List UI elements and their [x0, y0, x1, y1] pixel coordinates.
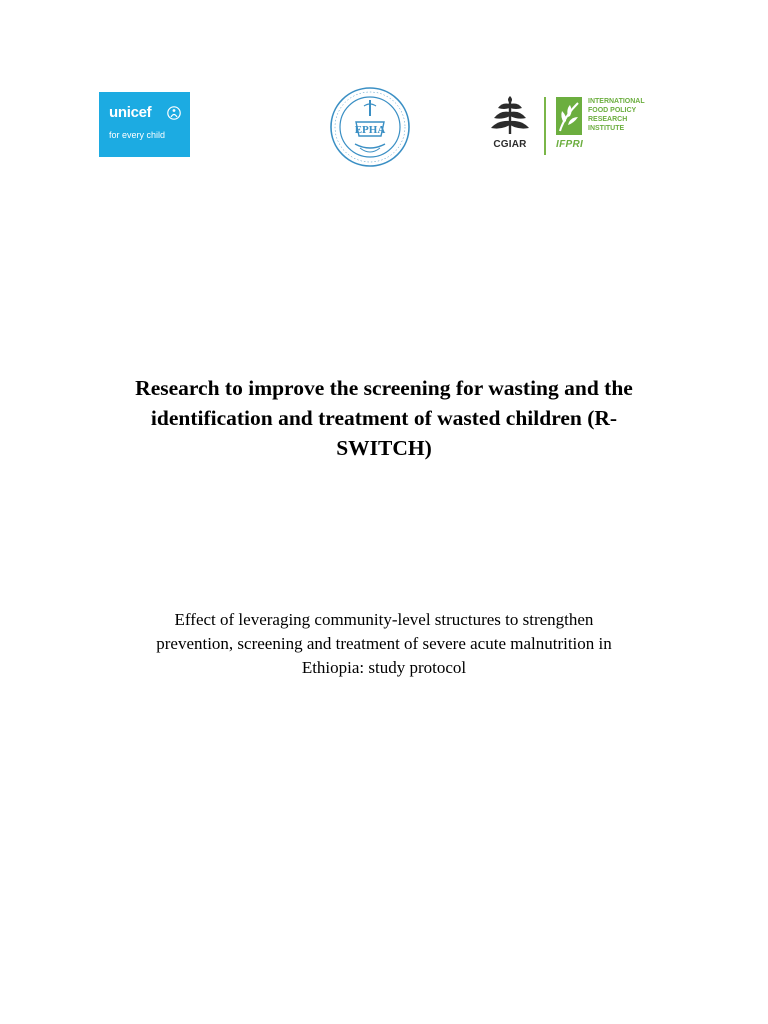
document-subtitle-line: Effect of leveraging community-level structures to strengthen	[174, 610, 594, 629]
ifpri-name-line: FOOD POLICY	[588, 107, 637, 114]
svg-text:EPHA: EPHA	[354, 124, 386, 136]
unicef-wordmark: unicef	[109, 104, 152, 121]
document-subtitle-line: prevention, screening and treatment of severe acute malnutrition in	[156, 634, 612, 653]
document-title-line: identification and treatment of wasted children (R-	[150, 406, 618, 430]
ifpri-name-line: INSTITUTE	[588, 125, 625, 132]
unicef-tagline: for every child	[109, 130, 166, 140]
document-title-line: SWITCH)	[336, 436, 432, 460]
document-title-line: Research to improve the screening for wasting and the	[135, 376, 633, 400]
ifpri-label: IFPRI	[556, 139, 584, 150]
cgiar-wheat-icon	[486, 94, 534, 138]
document-title	[80, 373, 688, 463]
cgiar-label: CGIAR	[493, 139, 527, 150]
ifpri-name-line: RESEARCH	[588, 116, 628, 123]
logo-divider	[544, 97, 546, 155]
ifpri-name-line: INTERNATIONAL	[588, 98, 645, 105]
epha-seal-icon	[329, 86, 411, 168]
unicef-logo	[99, 92, 190, 157]
ifpri-full-name	[588, 97, 645, 133]
ifpri-leaf-icon	[556, 97, 582, 135]
unicef-emblem-icon	[167, 106, 181, 120]
document-subtitle	[100, 608, 668, 680]
document-subtitle-line: Ethiopia: study protocol	[301, 658, 467, 677]
cgiar-logo	[486, 94, 534, 156]
